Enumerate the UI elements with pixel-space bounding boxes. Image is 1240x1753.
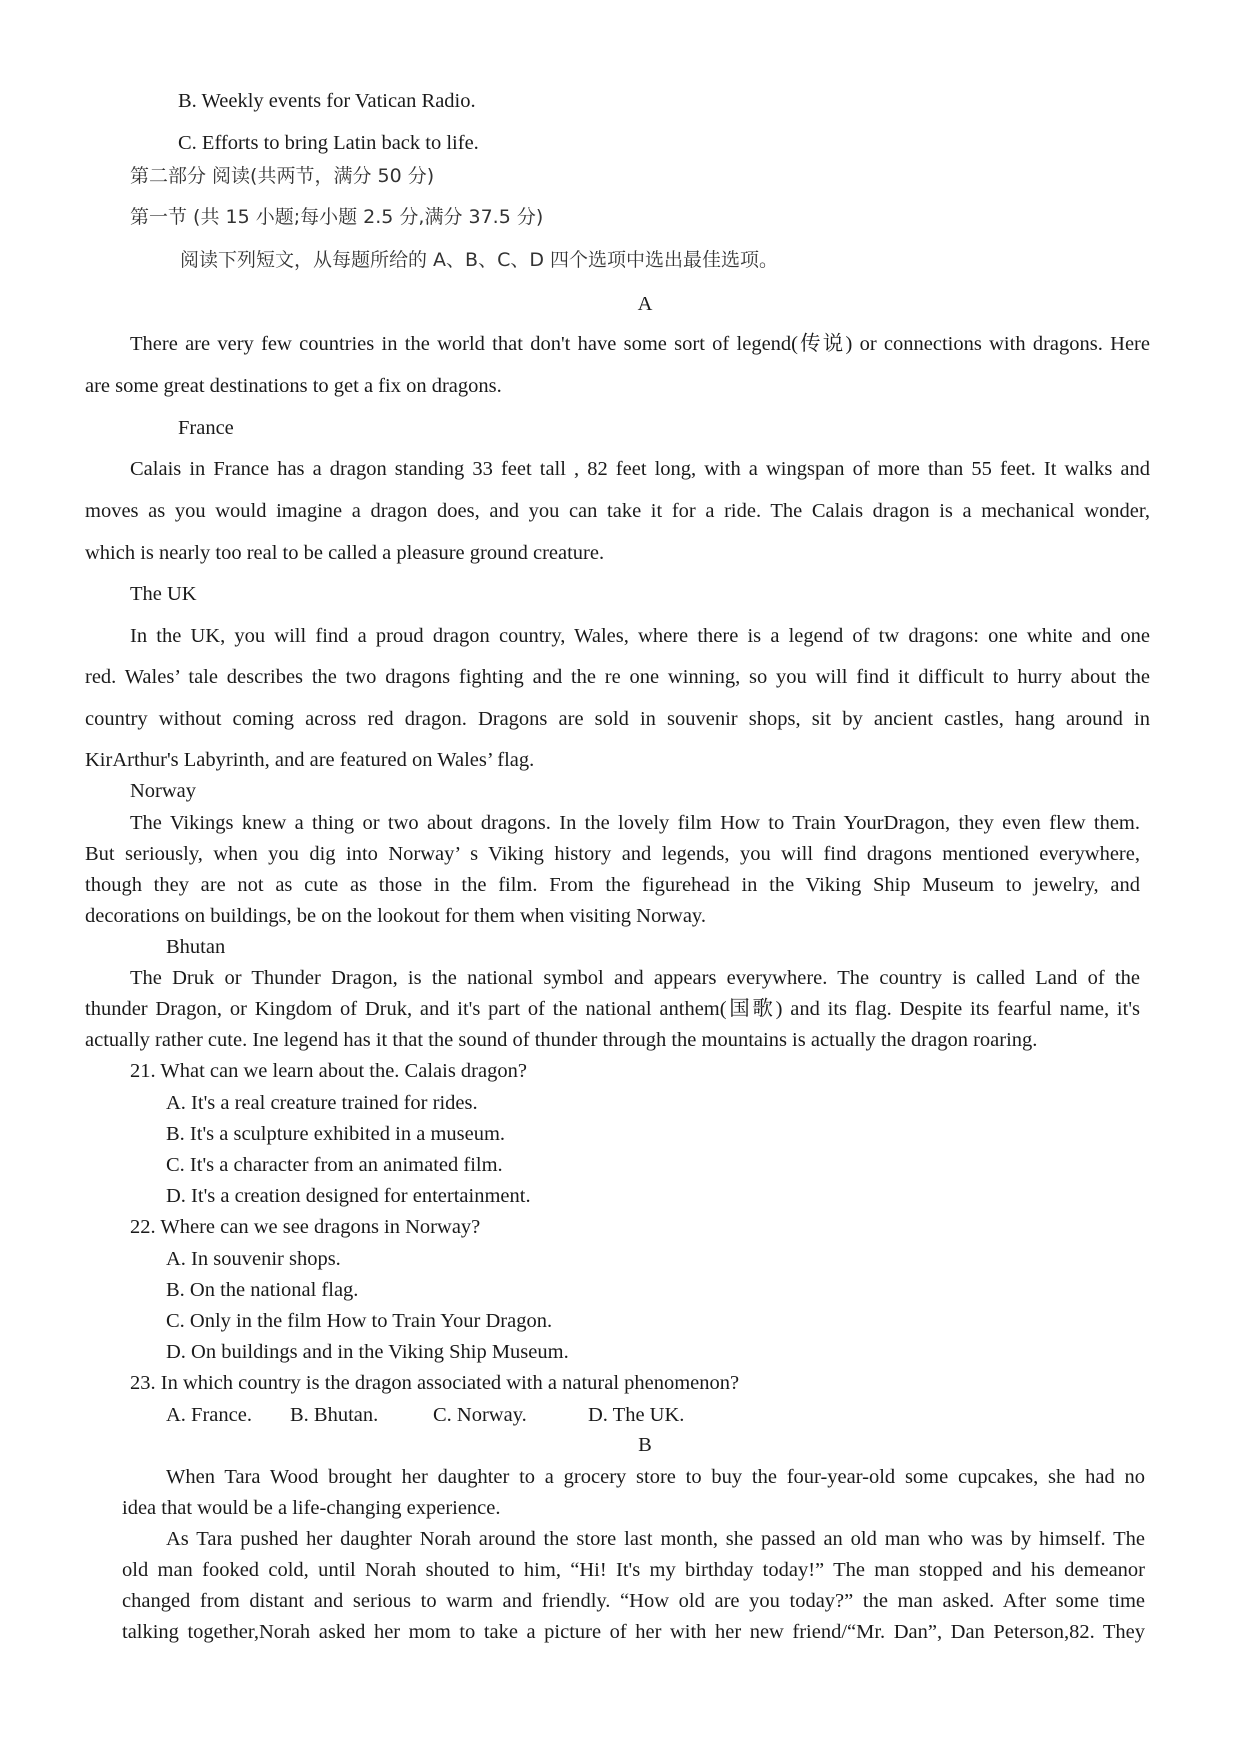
- norway-line-1: The Vikings knew a thing or two about dragons. In the lovely film How to Train YourDragon, they even flew them.: [130, 812, 1140, 834]
- instruction: 阅读下列短文，从每题所给的 A、B、C、D 四个选项中选出最佳选项。: [180, 249, 779, 271]
- q23-option-a: A. France.: [166, 1404, 252, 1426]
- option-b-line: B. Weekly events for Vatican Radio.: [178, 90, 476, 112]
- uk-line-3: country without coming across red dragon. Dragons are sold in souvenir shops, sit by ancient castles, hang around in: [85, 708, 1150, 730]
- b-p2-line-2: old man fooked cold, until Norah shouted to him, “Hi! It's my birthday today!” The man stopped and his demeanor: [122, 1559, 1145, 1581]
- bhutan-line-2: thunder Dragon, or Kingdom of Druk, and it's part of the national anthem(国歌) and its flag. Despite its fearful name, it's: [85, 998, 1140, 1020]
- section-subtitle: 第一节 (共 15 小题;每小题 2.5 分,满分 37.5 分): [130, 206, 544, 228]
- b-p1-line-2: idea that would be a life-changing experience.: [122, 1497, 501, 1519]
- intro-line-2: are some great destinations to get a fix on dragons.: [85, 375, 502, 397]
- question-21: 21. What can we learn about the. Calais dragon?: [130, 1060, 527, 1082]
- q21-option-c: C. It's a character from an animated film.: [166, 1154, 503, 1176]
- q21-option-a: A. It's a real creature trained for rides.: [166, 1092, 478, 1114]
- france-line-1: Calais in France has a dragon standing 33 feet tall , 82 feet long, with a wingspan of more than 55 feet. It walks and: [130, 458, 1150, 480]
- uk-line-2: red. Wales’ tale describes the two dragons fighting and the re one winning, so you will find it difficult to hurry about the: [85, 666, 1150, 688]
- q22-option-b: B. On the national flag.: [166, 1279, 359, 1301]
- b-p2-line-1: As Tara pushed her daughter Norah around the store last month, she passed an old man who was by himself. The: [166, 1528, 1145, 1550]
- q21-option-b: B. It's a sculpture exhibited in a museum.: [166, 1123, 506, 1145]
- norway-line-4: decorations on buildings, be on the lookout for them when visiting Norway.: [85, 905, 706, 927]
- b-p1-line-1: When Tara Wood brought her daughter to a grocery store to buy the four-year-old some cupcakes, she had no: [166, 1466, 1145, 1488]
- passage-b-label: B: [638, 1434, 652, 1456]
- heading-bhutan: Bhutan: [166, 936, 226, 958]
- passage-a-label: A: [637, 293, 653, 315]
- q22-option-d: D. On buildings and in the Viking Ship Museum.: [166, 1341, 569, 1363]
- uk-line-4: KirArthur's Labyrinth, and are featured on Wales’ flag.: [85, 749, 535, 771]
- uk-line-1: In the UK, you will find a proud dragon country, Wales, where there is a legend of tw dragons: one white and one: [130, 625, 1150, 647]
- heading-france: France: [178, 417, 234, 439]
- q22-option-a: A. In souvenir shops.: [166, 1248, 341, 1270]
- b-p2-line-3: changed from distant and serious to warm and friendly. “How old are you today?” the man asked. After some time: [122, 1590, 1145, 1612]
- norway-line-2: But seriously, when you dig into Norway’ s Viking history and legends, you will find dragons mentioned everywhere,: [85, 843, 1140, 865]
- part-title: 第二部分 阅读(共两节，满分 50 分): [130, 165, 435, 187]
- q23-option-d: D. The UK.: [588, 1404, 685, 1426]
- norway-line-3: though they are not as cute as those in the film. From the figurehead in the Viking Ship Museum to jewelry, and: [85, 874, 1140, 896]
- bhutan-line-1: The Druk or Thunder Dragon, is the national symbol and appears everywhere. The country is called Land of the: [130, 967, 1140, 989]
- q21-option-d: D. It's a creation designed for entertainment.: [166, 1185, 531, 1207]
- question-23: 23. In which country is the dragon associated with a natural phenomenon?: [130, 1372, 740, 1394]
- bhutan-line-3: actually rather cute. Ine legend has it that the sound of thunder through the mountains is actually the dragon roaring.: [85, 1029, 1038, 1051]
- q22-option-c: C. Only in the film How to Train Your Dragon.: [166, 1310, 553, 1332]
- option-c-line: C. Efforts to bring Latin back to life.: [178, 132, 479, 154]
- france-line-2: moves as you would imagine a dragon does, and you can take it for a ride. The Calais dragon is a mechanical wonder,: [85, 500, 1150, 522]
- france-line-3: which is nearly too real to be called a pleasure ground creature.: [85, 542, 605, 564]
- question-22: 22. Where can we see dragons in Norway?: [130, 1216, 481, 1238]
- heading-norway: Norway: [130, 780, 197, 802]
- intro-line-1: There are very few countries in the world that don't have some sort of legend(传说) or connections with dragons. Here: [130, 333, 1150, 355]
- b-p2-line-4: talking together,Norah asked her mom to take a picture of her with her new friend/“Mr. Dan”, Dan Peterson,82. They: [122, 1621, 1145, 1643]
- q23-option-c: C. Norway.: [433, 1404, 527, 1426]
- q23-option-b: B. Bhutan.: [290, 1404, 379, 1426]
- heading-uk: The UK: [130, 583, 197, 605]
